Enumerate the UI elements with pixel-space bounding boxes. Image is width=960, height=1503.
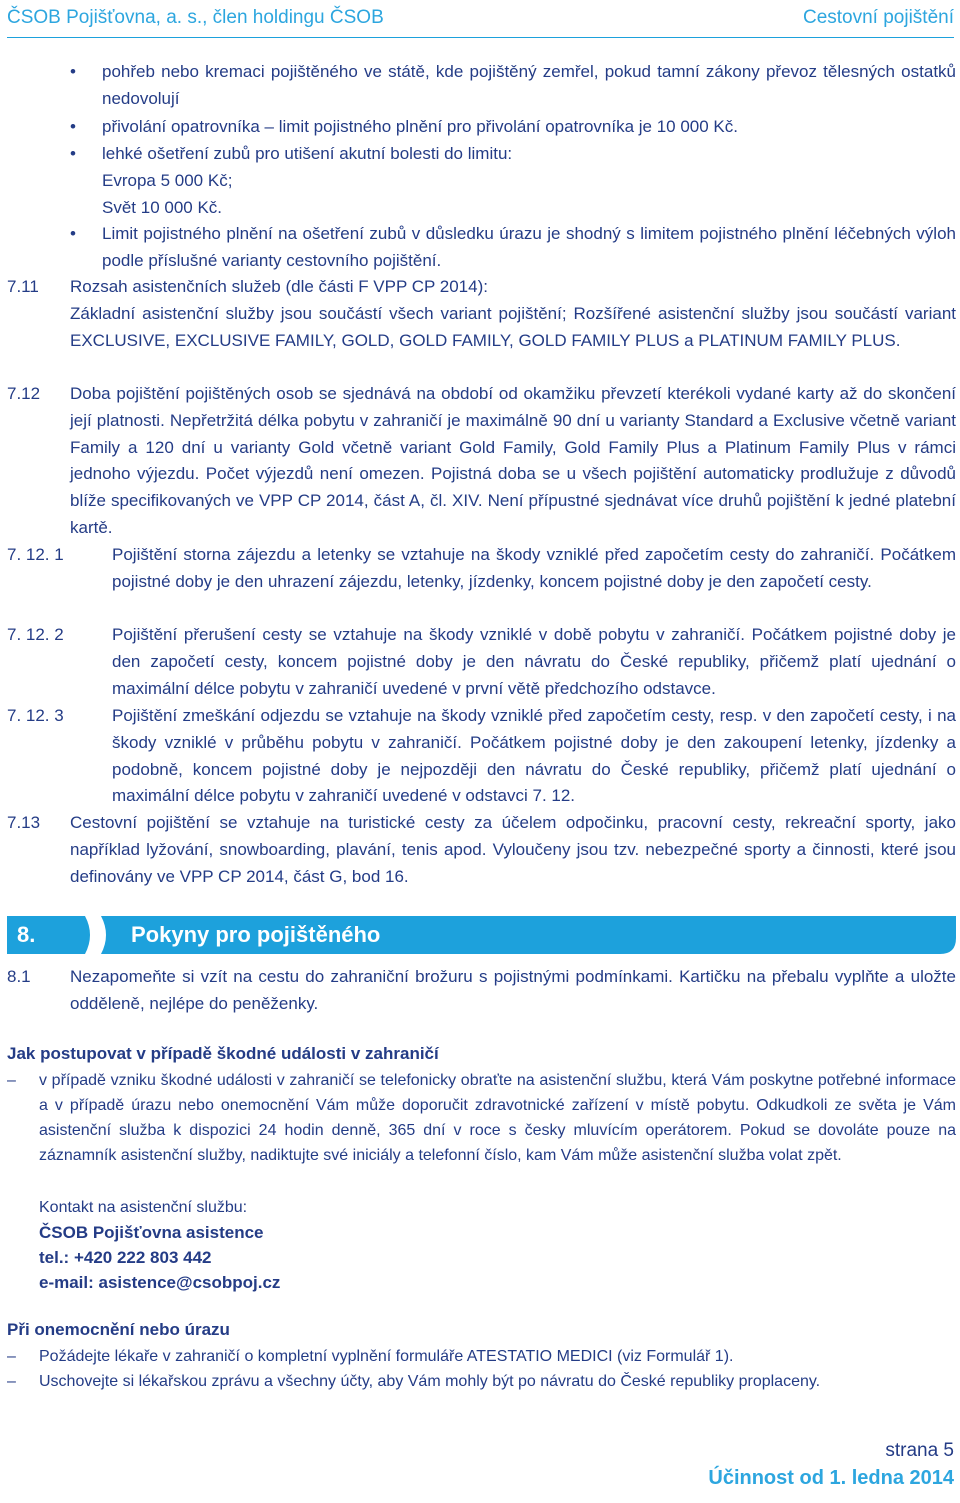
bullet-limit-line: Evropa 5 000 Kč; bbox=[102, 170, 233, 190]
item-number: 7. 12. 3 bbox=[7, 706, 64, 725]
bullet-item bbox=[70, 141, 956, 221]
page-number: strana 5 bbox=[885, 1440, 954, 1461]
section-heading-band bbox=[7, 916, 956, 954]
dash-text: v případě vzniku škodné události v zahraničí se telefonicky obraťte na asistenční službu, která Vám poskytne potřebné informace a v případě úrazu nebo onemocnění Vám může doporučit zdravotnické zařízení v místě pobytu. Odkudkoli ze světa je Vám asistenční služba k dispozici 24 hodin denně, 365 dní v roce s česky mluvícím operátorem. Pokud se dovoláte pouze na záznamník asistenční služby, nadiktujte své iniciály a telefonní číslo, kam Vám může asistenční služba volat zpět. bbox=[39, 1072, 956, 1164]
bullet-symbol: • bbox=[70, 144, 76, 163]
bullet-limit-line: Svět 10 000 Kč. bbox=[102, 197, 223, 217]
numbered-item bbox=[7, 810, 956, 890]
dash-symbol: – bbox=[7, 1373, 16, 1390]
numbered-subitem bbox=[7, 703, 956, 810]
numbered-item bbox=[7, 274, 956, 354]
bullet-item bbox=[70, 114, 956, 141]
numbered-subitem bbox=[7, 622, 956, 702]
item-number: 7. 12. 1 bbox=[7, 545, 64, 564]
dash-item bbox=[7, 1344, 956, 1369]
item-number: 7.13 bbox=[7, 813, 41, 832]
contact-name: ČSOB Pojišťovna asistence bbox=[39, 1223, 264, 1242]
bullet-item bbox=[70, 221, 956, 275]
item-text: Pojištění storna zájezdu a letenky se vztahuje na škody vzniklé před započetím cesty do zahraničí. Počátkem pojistné doby je den uhrazení zájezdu, letenky, jízdenky, koncem pojistné doby je den započetí cesty. bbox=[112, 545, 956, 591]
dash-symbol: – bbox=[7, 1072, 16, 1089]
item-text: Pojištění přerušení cesty se vztahuje na škody vzniklé v době pobytu v zahraničí. Počátkem pojistné doby je den započetí cesty, koncem pojistné doby je den návratu do České republiky, přičemž platí ujednání o maximální délce pobytu v zahraničí uvedené v první větě předchozího odstavce. bbox=[112, 625, 956, 698]
dash-symbol: – bbox=[7, 1348, 16, 1365]
section-number: 8. bbox=[17, 922, 36, 947]
dash-item bbox=[7, 1369, 956, 1394]
effective-date: Účinnost od 1. ledna 2014 bbox=[708, 1467, 954, 1489]
item-text: Rozsah asistenčních služeb (dle části F VPP CP 2014): bbox=[70, 277, 488, 296]
numbered-item bbox=[7, 964, 956, 1018]
contact-block bbox=[39, 1195, 280, 1295]
numbered-item bbox=[7, 381, 956, 542]
bullet-text: pohřeb nebo kremaci pojištěného ve státě, kde pojištěný zemřel, pokud tamní zákony převoz tělesných ostatků nedovolují bbox=[102, 62, 956, 108]
bullet-item bbox=[70, 59, 956, 113]
item-number: 7. 12. 2 bbox=[7, 625, 64, 644]
header-company: ČSOB Pojišťovna, a. s., člen holdingu ČSOB bbox=[7, 7, 384, 28]
item-number: 7.12 bbox=[7, 384, 41, 403]
item-number: 7.11 bbox=[7, 277, 39, 296]
bullet-symbol: • bbox=[70, 62, 76, 81]
bullet-symbol: • bbox=[70, 117, 76, 136]
item-text: Základní asistenční služby jsou součástí všech variant pojištění; Rozšířené asistenční služby jsou součástí variant EXCLUSIVE, EXCLUSIVE FAMILY, GOLD, GOLD FAMILY, GOLD FAMILY PLUS a PLATINUM FAMILY PLUS. bbox=[70, 303, 956, 350]
dash-text: Uschovejte si lékařskou zprávu a všechny účty, aby Vám mohly být po návratu do České republiky proplaceny. bbox=[39, 1373, 821, 1390]
contact-phone: tel.: +420 222 803 442 bbox=[39, 1248, 212, 1267]
contact-label: Kontakt na asistenční službu: bbox=[39, 1199, 248, 1216]
bullet-text: přivolání opatrovníka – limit pojistného plnění pro přivolání opatrovníka je 10 000 Kč. bbox=[102, 117, 738, 136]
header-document-title: Cestovní pojištění bbox=[802, 7, 954, 28]
section-title: Pokyny pro pojištěného bbox=[131, 922, 381, 947]
contact-email: e-mail: asistence@csobpoj.cz bbox=[39, 1273, 281, 1292]
bullet-text: Limit pojistného plnění na ošetření zubů v důsledku úrazu je shodný s limitem pojistného plnění léčebných výloh podle příslušné varianty cestovního pojištění. bbox=[102, 224, 956, 270]
dash-text: Požádejte lékaře v zahraničí o kompletní vyplnění formuláře ATESTATIO MEDICI (viz Formulář 1). bbox=[39, 1348, 734, 1365]
bullet-text: lehké ošetření zubů pro utišení akutní bolesti do limitu: bbox=[102, 144, 513, 163]
subheading-abroad: Jak postupovat v případě škodné události v zahraničí bbox=[7, 1044, 439, 1063]
item-text: Nezapomeňte si vzít na cestu do zahraniční brožuru s pojistnými podmínkami. Kartičku na přebalu vyplňte a uložte odděleně, nejlépe do peněženky. bbox=[70, 967, 956, 1013]
subheading-illness: Při onemocnění nebo úrazu bbox=[7, 1320, 230, 1339]
item-number: 8.1 bbox=[7, 967, 31, 986]
item-text: Pojištění zmeškání odjezdu se vztahuje na škody vzniklé před započetím cesty, resp. v den započetí cesty, i na škody vzniklé v průběhu pobytu v zahraničí. Počátkem pojistné doby je den zakoupení letenky, jízdenky a podobně, koncem pojistné doby je nejpozději den návratu do České republiky, přičemž platí ujednání o maximální délce pobytu v zahraničí uvedené v odstavci 7. 12. bbox=[112, 706, 956, 806]
numbered-subitem bbox=[7, 542, 956, 596]
page-header bbox=[7, 7, 954, 38]
bullet-symbol: • bbox=[70, 224, 76, 243]
item-text: Cestovní pojištění se vztahuje na turistické cesty za účelem odpočinku, pracovní cesty, rekreační sporty, jako například lyžování, snowboarding, plavání, tenis apod. Vyloučeny jsou tzv. nebezpečné sporty a činnosti, které jsou definovány ve VPP CP 2014, část G, bod 16. bbox=[70, 813, 956, 886]
dash-item bbox=[7, 1068, 956, 1168]
item-text: Doba pojištění pojištěných osob se sjednává na období od okamžiku převzetí kterékoli vydané karty až do skončení její platnosti. Nepřetržitá délka pobytu v zahraničí je maximálně 90 dní u varianty Standard a Exclusive včetně variant Family a 120 dní u varianty Gold včetně variant Gold Family, Gold Family Plus a Platinum Family Plus v rámci jednoho výjezdu. Počet výjezdů není omezen. Pojistná doba se u všech pojištění automaticky prodlužuje z důvodů blíže specifikovaných ve VPP CP 2014, část A, čl. XIV. Není přípustné sjednávat více druhů pojištění k jedné platební kartě. bbox=[70, 384, 956, 537]
